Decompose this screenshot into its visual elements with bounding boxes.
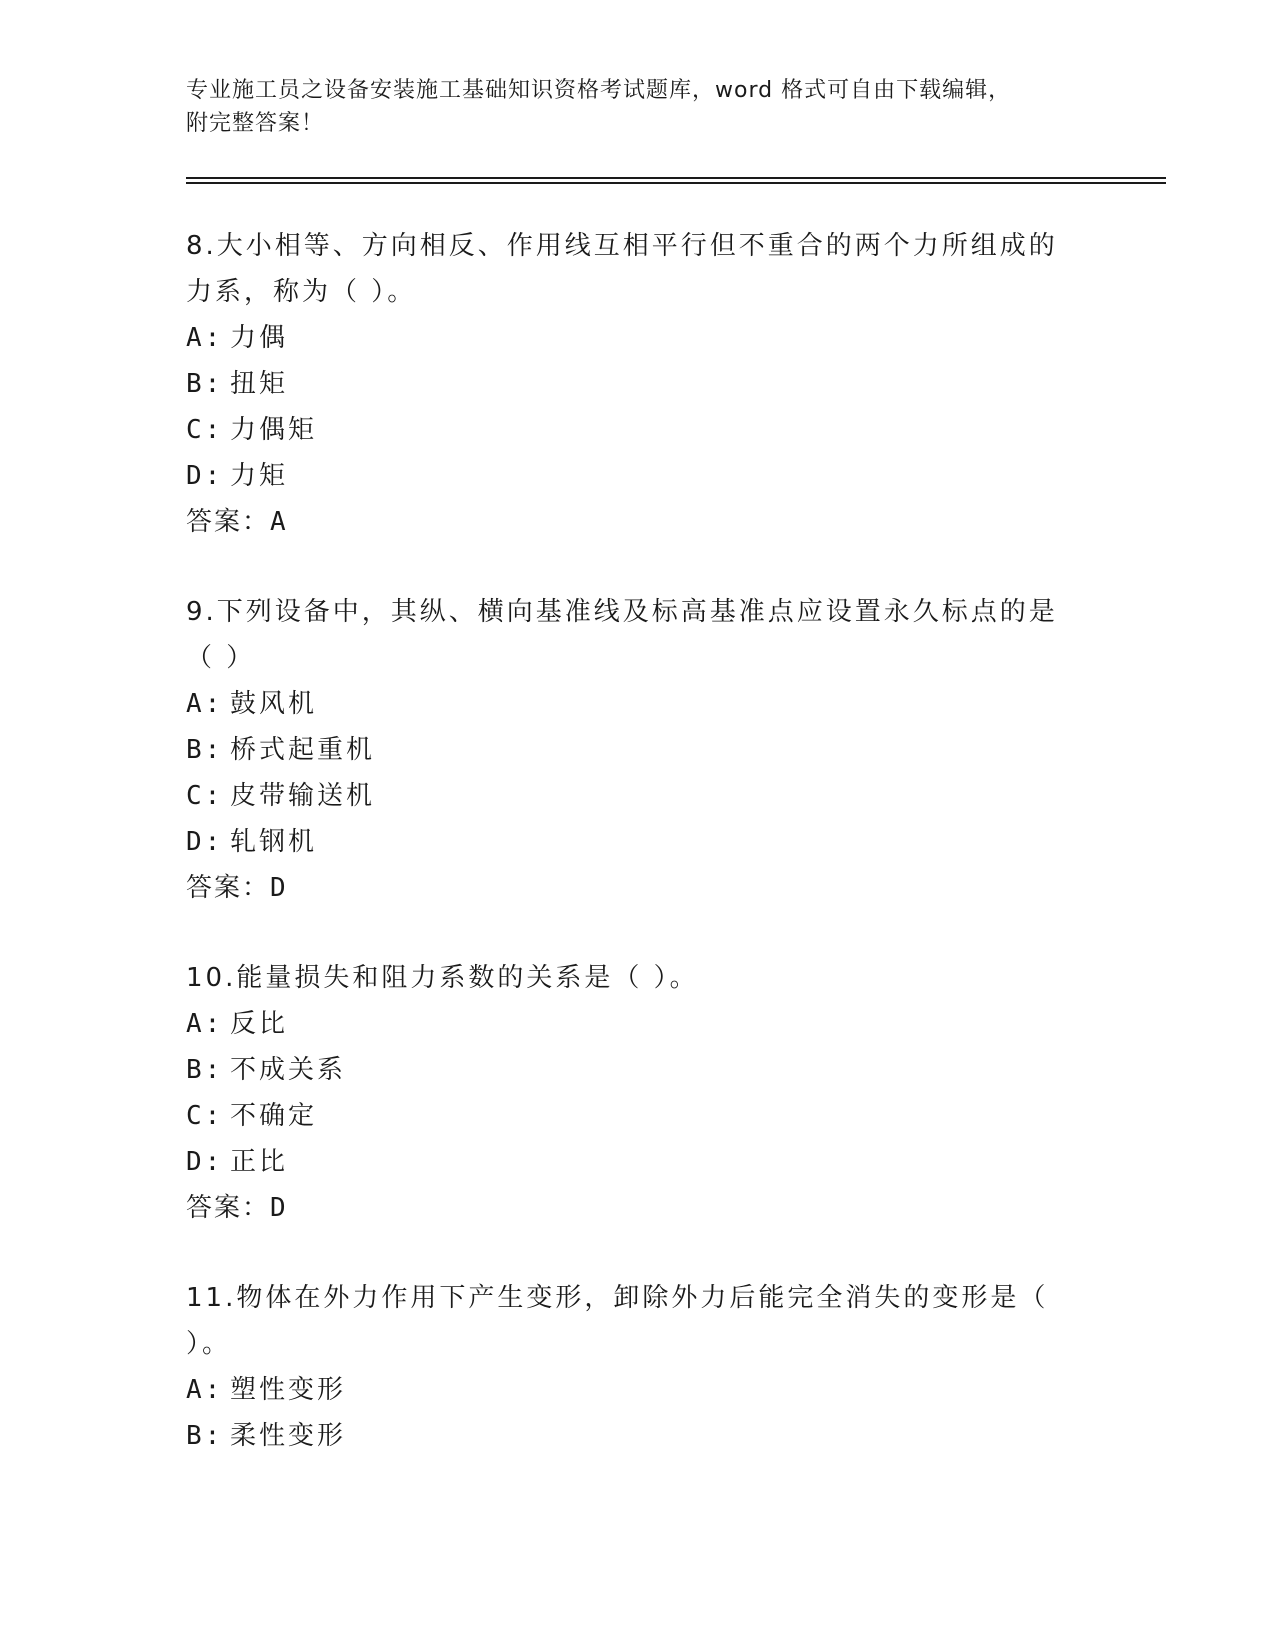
option-key: C: [186,1101,224,1131]
option-key: B: [186,735,224,765]
option-text: 不确定 [230,1101,318,1131]
question-9 [186,589,1066,911]
option-b [186,361,1066,407]
answer-value: A [270,507,288,537]
option-d [186,1139,1066,1185]
question-8 [186,223,1066,545]
document-header: 专业施工员之设备安装施工基础知识资格考试题库，word 格式可自由下载编辑， 附完整答案！ [186,78,1012,136]
option-d [186,453,1066,499]
option-text: 鼓风机 [230,689,318,719]
option-c [186,407,1066,453]
answer-label: 答案： [186,873,271,903]
question-stem: 10.能量损失和阻力系数的关系是（ ）。 [186,963,699,993]
option-text: 不成关系 [230,1055,347,1085]
option-key: A: [186,1009,224,1039]
option-b [186,1047,1066,1093]
option-key: A: [186,689,224,719]
answer-label: 答案： [186,507,271,537]
option-key: B: [186,369,224,399]
option-d [186,819,1066,865]
answer-line [186,1185,1066,1231]
option-text: 桥式起重机 [230,735,376,765]
option-key: A: [186,323,224,353]
question-stem: 11.物体在外力作用下产生变形，卸除外力后能完全消失的变形是（ ）。 [186,1283,1049,1359]
option-text: 反比 [230,1009,289,1039]
option-text: 皮带输送机 [230,781,376,811]
answer-value: D [270,1193,288,1223]
option-b [186,727,1066,773]
question-stem: 8.大小相等、方向相反、作用线互相平行但不重合的两个力所组成的力系，称为（ ）。 [186,231,1058,307]
answer-line [186,499,1066,545]
option-c [186,1093,1066,1139]
option-key: C: [186,415,224,445]
option-text: 力偶矩 [230,415,318,445]
option-text: 柔性变形 [230,1421,347,1451]
option-text: 轧钢机 [230,827,318,857]
option-text: 塑性变形 [230,1375,347,1405]
option-a [186,681,1066,727]
answer-label: 答案： [186,1193,271,1223]
option-key: B: [186,1421,224,1451]
option-key: D: [186,461,224,491]
option-text: 扭矩 [230,369,289,399]
question-stem: 9.下列设备中，其纵、横向基准线及标高基准点应设置永久标点的是（ ） [186,597,1058,673]
option-text: 力偶 [230,323,289,353]
option-key: B: [186,1055,224,1085]
option-b [186,1413,1066,1459]
option-key: C: [186,781,224,811]
answer-line [186,865,1066,911]
option-a [186,1001,1066,1047]
header-divider-bottom [186,182,1166,184]
option-key: A: [186,1375,224,1405]
option-c [186,773,1066,819]
question-11 [186,1275,1066,1459]
option-a [186,315,1066,361]
question-10 [186,955,1066,1231]
option-key: D: [186,1147,224,1177]
option-text: 正比 [230,1147,289,1177]
option-key: D: [186,827,224,857]
option-a [186,1367,1066,1413]
document-page [186,0,1166,1650]
header-divider-top [186,177,1166,179]
answer-value: D [270,873,288,903]
option-text: 力矩 [230,461,289,491]
